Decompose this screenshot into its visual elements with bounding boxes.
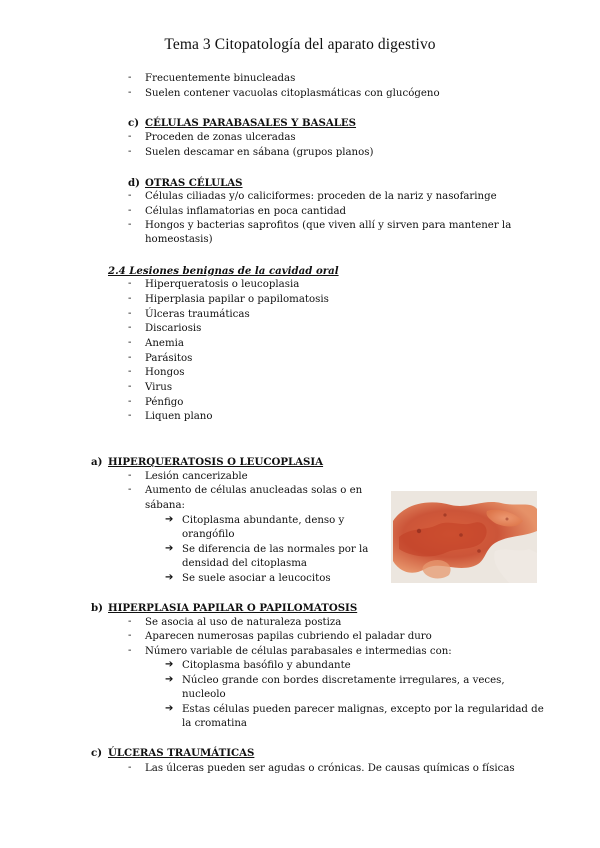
bullet-dash: -: [128, 366, 132, 377]
arrow-icon: ➔: [165, 514, 174, 525]
list-item: Discariosis: [145, 323, 202, 334]
section-heading: HIPERQUERATOSIS O LEUCOPLASIA: [108, 456, 324, 468]
subsection-heading: 2.4 Lesiones benignas de la cavidad oral: [108, 265, 339, 277]
bullet-dash: -: [128, 484, 132, 495]
bullet-dash: -: [128, 72, 132, 83]
list-item: Se asocia al uso de naturaleza postiza: [145, 617, 342, 628]
bullet-dash: -: [128, 630, 132, 641]
list-item: Pénfigo: [145, 397, 184, 408]
section-letter: c): [91, 747, 103, 759]
list-item: Hiperplasia papilar o papilomatosis: [145, 294, 329, 305]
bullet-dash: -: [128, 337, 132, 348]
bullet-dash: -: [128, 410, 132, 421]
bullet-dash: -: [128, 352, 132, 363]
arrow-icon: ➔: [165, 674, 174, 685]
list-item: Las úlceras pueden ser agudas o crónicas. De causas químicas o físicas: [145, 763, 515, 774]
section-letter: c): [128, 117, 140, 129]
list-item: Proceden de zonas ulceradas: [145, 132, 296, 143]
sub-item: Citoplasma abundante, denso y: [182, 515, 345, 526]
list-item: Anemia: [145, 338, 184, 349]
section-heading: OTRAS CÉLULAS: [145, 177, 243, 189]
sub-item: Núcleo grande con bordes discretamente irregulares, a veces,: [182, 675, 505, 686]
arrow-icon: ➔: [165, 659, 174, 670]
section-heading: CÉLULAS PARABASALES Y BASALES: [145, 117, 357, 129]
list-item: Células inflamatorias en poca cantidad: [145, 206, 347, 217]
list-item: Parásitos: [145, 353, 193, 364]
arrow-icon: ➔: [165, 543, 174, 554]
section-letter: b): [91, 602, 103, 614]
list-item: Número variable de células parabasales e intermedias con:: [145, 646, 452, 657]
arrow-icon: ➔: [165, 572, 174, 583]
sub-item-continuation: densidad del citoplasma: [182, 558, 308, 569]
list-item: Aparecen numerosas papilas cubriendo el paladar duro: [145, 631, 432, 642]
sub-item-continuation: nucleolo: [182, 689, 226, 700]
sub-item: Se diferencia de las normales por la: [182, 544, 369, 555]
arrow-icon: ➔: [165, 703, 174, 714]
list-item: Frecuentemente binucleadas: [145, 73, 296, 84]
section-heading: ÚLCERAS TRAUMÁTICAS: [108, 747, 255, 759]
bullet-dash: -: [128, 616, 132, 627]
list-item: Suelen contener vacuolas citoplasmáticas con glucógeno: [145, 88, 440, 99]
section-letter: a): [91, 456, 103, 468]
page-title: Tema 3 Citopatología del aparato digestivo: [164, 36, 436, 53]
bullet-dash: -: [128, 308, 132, 319]
sub-item: Estas células pueden parecer malignas, excepto por la regularidad de: [182, 704, 544, 715]
sub-item: Citoplasma basófilo y abundante: [182, 660, 351, 671]
bullet-dash: -: [128, 190, 132, 201]
list-item: Suelen descamar en sábana (grupos planos): [145, 147, 374, 158]
list-item: Células ciliadas y/o caliciformes: proceden de la nariz y nasofaringe: [145, 191, 497, 202]
list-item: Aumento de células anucleadas solas o en: [145, 485, 363, 496]
section-heading: HIPERPLASIA PAPILAR O PAPILOMATOSIS: [108, 602, 358, 614]
list-item: Hongos: [145, 367, 185, 378]
list-item-continuation: sábana:: [145, 500, 185, 511]
list-item: Virus: [145, 382, 173, 393]
list-item: Lesión cancerizable: [145, 471, 248, 482]
bullet-dash: -: [128, 205, 132, 216]
bullet-dash: -: [128, 645, 132, 656]
list-item: Hongos y bacterias saprofitos (que viven allí y sirven para mantener la: [145, 220, 512, 231]
list-item: Úlceras traumáticas: [145, 309, 250, 320]
bullet-dash: -: [128, 322, 132, 333]
bullet-dash: -: [128, 396, 132, 407]
list-item: Hiperqueratosis o leucoplasia: [145, 279, 300, 290]
sub-item-continuation: la cromatina: [182, 718, 248, 729]
list-item-continuation: homeostasis): [145, 234, 213, 245]
bullet-dash: -: [128, 278, 132, 289]
bullet-dash: -: [128, 381, 132, 392]
bullet-dash: -: [128, 293, 132, 304]
sub-item-continuation: orangófilo: [182, 529, 235, 540]
bullet-dash: -: [128, 470, 132, 481]
cytology-image: [391, 491, 537, 583]
list-item: Liquen plano: [145, 411, 213, 422]
bullet-dash: -: [128, 131, 132, 142]
cytology-photo: [391, 491, 537, 583]
bullet-dash: -: [128, 146, 132, 157]
bullet-dash: -: [128, 219, 132, 230]
bullet-dash: -: [128, 87, 132, 98]
section-letter: d): [128, 177, 140, 189]
sub-item: Se suele asociar a leucocitos: [182, 573, 331, 584]
bullet-dash: -: [128, 762, 132, 773]
